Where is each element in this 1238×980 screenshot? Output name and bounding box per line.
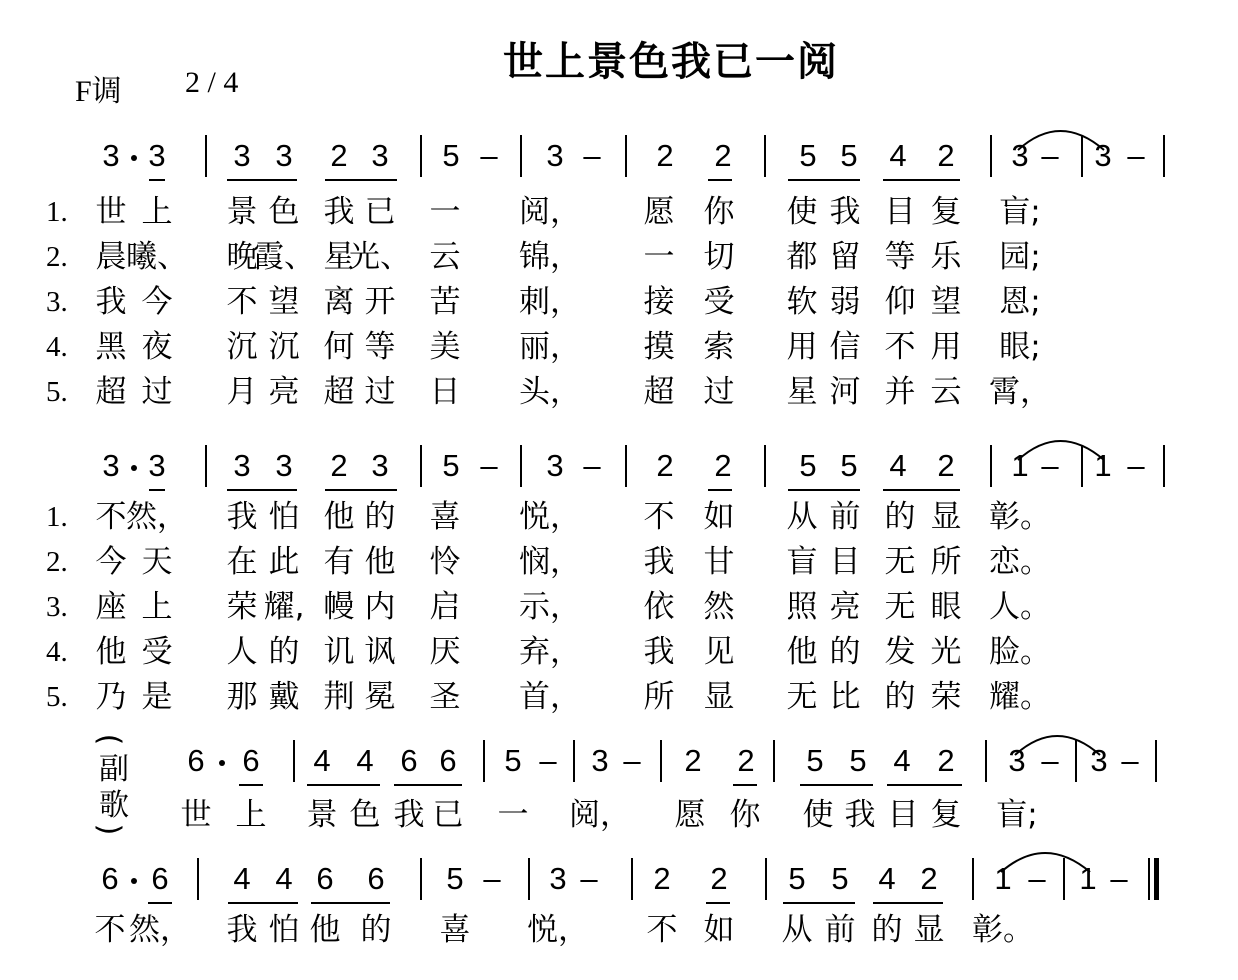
tie-arc (1018, 131, 1104, 150)
chorus-syllable: 色 (349, 797, 381, 833)
chorus-syllable: 怕 (268, 912, 300, 948)
lyric-syllable: 耀, (263, 589, 305, 625)
lyric-syllable: 目 (884, 194, 916, 230)
verse-number: 1. (46, 501, 68, 533)
lyric-syllable: 过 (141, 374, 173, 410)
note: 2 (737, 743, 755, 778)
verse-number: 5. (46, 376, 68, 408)
chorus-syllable: 盲; (996, 797, 1038, 833)
lyric-syllable: 眼; (999, 329, 1041, 365)
chorus-syllable: 从 (781, 912, 813, 948)
note: 3 (148, 448, 166, 483)
lyric-syllable: 所 (930, 544, 962, 580)
note: 6 (439, 743, 457, 778)
note: 2 (684, 743, 702, 778)
note: 3 (591, 743, 609, 778)
tie-arc (1018, 441, 1104, 460)
note: 5 (442, 448, 460, 483)
lyric-syllable: 在 (226, 544, 258, 580)
lyric-syllable: 显 (703, 679, 735, 715)
lyric-syllable: 的 (829, 634, 861, 670)
lyric-syllable: 光、 (349, 239, 411, 275)
note: 2 (937, 138, 955, 173)
hold-dash: – (539, 743, 557, 778)
note: 4 (275, 861, 293, 896)
lyric-syllable: 厌 (429, 634, 461, 670)
lyric-syllable: 受 (703, 284, 735, 320)
verse-number: 2. (46, 241, 68, 273)
lyric-syllable: 晚 (226, 239, 258, 275)
lyric-syllable: 示， (519, 589, 581, 625)
lyric-syllable: 是 (141, 679, 173, 715)
note: 5 (788, 861, 806, 896)
lyric-syllable: 弃， (519, 634, 581, 670)
hold-dash: – (623, 743, 641, 778)
lyric-syllable: 园; (999, 239, 1041, 275)
lyric-syllable: 不 (884, 329, 916, 365)
note: 2 (920, 861, 938, 896)
note: 1 (994, 861, 1012, 896)
lyric-syllable: 望 (930, 284, 962, 320)
lyric-syllable: 黑 (95, 329, 127, 365)
lyric-syllable: 阅， (519, 194, 581, 230)
lyric-syllable: 仰 (884, 284, 916, 320)
chorus-syllable: 一 (497, 797, 529, 833)
lyric-syllable: 荆 (323, 679, 355, 715)
lyric-syllable: 乐 (930, 239, 962, 275)
time-signature: 2 / 4 (185, 66, 239, 99)
lyric-syllable: 都 (786, 239, 818, 275)
note: 6 (367, 861, 385, 896)
note: 2 (937, 448, 955, 483)
lyric-syllable: 天 (141, 544, 173, 580)
note: 3 (102, 448, 120, 483)
lyric-syllable: 盲; (999, 194, 1041, 230)
lyric-syllable: 怕 (268, 499, 300, 535)
lyric-syllable: 何 (323, 329, 355, 365)
lyric-syllable: 霞、 (253, 239, 315, 275)
chorus-syllable: 悦， (527, 912, 589, 948)
lyric-syllable: 他 (786, 634, 818, 670)
hold-dash: – (1110, 861, 1128, 896)
lyric-syllable: 亮 (268, 374, 300, 410)
note: 2 (330, 448, 348, 483)
chorus-syllable: 然， (129, 912, 191, 948)
chorus-syllable: 的 (871, 912, 903, 948)
chorus-syllable: 世 (180, 797, 212, 833)
note: 4 (233, 861, 251, 896)
lyric-syllable: 用 (930, 329, 962, 365)
hold-dash: – (583, 138, 601, 173)
note: 3 (1090, 743, 1108, 778)
lyric-syllable: 首， (519, 679, 581, 715)
lyric-syllable: 星 (786, 374, 818, 410)
verse-number: 1. (46, 196, 68, 228)
lyric-syllable: 亮 (829, 589, 861, 625)
lyric-syllable: 他 (323, 499, 355, 535)
lyric-syllable: 启 (429, 589, 461, 625)
lyric-syllable: 见 (703, 634, 735, 670)
chorus-syllable: 显 (913, 912, 945, 948)
note: 2 (937, 743, 955, 778)
chorus-syllable: 复 (930, 797, 962, 833)
note: 3 (1094, 138, 1112, 173)
verse-number: 3. (46, 286, 68, 318)
lyric-syllable: 离 (323, 284, 355, 320)
lyric-syllable: 云 (930, 374, 962, 410)
lyric-syllable: 悦， (519, 499, 581, 535)
lyric-syllable: 月 (226, 374, 258, 410)
lyric-syllable: 内 (364, 589, 396, 625)
lyric-syllable: 我 (95, 284, 127, 320)
lyric-syllable: 过 (703, 374, 735, 410)
lyric-syllable: 已 (364, 194, 396, 230)
hold-dash: – (580, 861, 598, 896)
note: 5 (849, 743, 867, 778)
lyric-syllable: 的 (884, 679, 916, 715)
lyric-syllable: 那 (226, 679, 258, 715)
note: 2 (714, 448, 732, 483)
lyric-syllable: 比 (829, 679, 861, 715)
lyric-syllable: 丽， (519, 329, 581, 365)
lyric-syllable: 照 (786, 589, 818, 625)
lyric-syllable: 然 (703, 589, 735, 625)
lyric-syllable: 恩; (999, 284, 1041, 320)
lyric-syllable: 怜 (429, 544, 461, 580)
lyric-syllable: 夜 (141, 329, 173, 365)
hold-dash: – (1127, 448, 1145, 483)
lyric-syllable: 荣 (930, 679, 962, 715)
lyric-syllable: 过 (364, 374, 396, 410)
lyric-syllable: 彰。 (989, 499, 1051, 535)
note: 4 (893, 743, 911, 778)
lyric-syllable: 弱 (829, 284, 861, 320)
lyric-syllable: 耀。 (989, 679, 1051, 715)
note: 2 (653, 861, 671, 896)
hold-dash: – (483, 861, 501, 896)
hold-dash: – (1041, 448, 1059, 483)
lyric-syllable: 人 (226, 634, 258, 670)
lyric-syllable: 我 (226, 499, 258, 535)
lyric-syllable: 我 (323, 194, 355, 230)
lyric-syllable: 超 (323, 374, 355, 410)
hold-dash: – (480, 448, 498, 483)
song-title: 世上景色我已一阅 (503, 39, 839, 85)
lyric-syllable: 脸。 (989, 634, 1051, 670)
lyric-syllable: 接 (643, 284, 675, 320)
note: 2 (656, 448, 674, 483)
lyric-syllable: 沉 (268, 329, 300, 365)
note: 3 (549, 861, 567, 896)
lyric-syllable: 的 (268, 634, 300, 670)
note: 3 (148, 138, 166, 173)
chorus-syllable: 已 (432, 797, 464, 833)
lyric-syllable: 荣 (226, 589, 258, 625)
note: 5 (799, 448, 817, 483)
lyric-syllable: 云 (429, 239, 461, 275)
lyric-syllable: 他 (95, 634, 127, 670)
note: 4 (889, 138, 907, 173)
lyric-syllable: 戴 (268, 679, 300, 715)
hold-dash: – (480, 138, 498, 173)
note: 6 (400, 743, 418, 778)
note: 6 (242, 743, 260, 778)
lyric-syllable: 我 (829, 194, 861, 230)
lyric-syllable: 前 (829, 499, 861, 535)
lyric-syllable: 发 (884, 634, 916, 670)
lyric-syllable: 望 (268, 284, 300, 320)
chorus-label-ge: 歌 (99, 788, 129, 823)
lyric-syllable: 所 (643, 679, 675, 715)
chorus-syllable: 愿 (674, 797, 706, 833)
lyric-syllable: 锦， (519, 239, 581, 275)
hold-dash: – (1028, 861, 1046, 896)
chorus-syllable: 不 (646, 912, 678, 948)
lyric-syllable: 留 (829, 239, 861, 275)
lyric-syllable: 一 (429, 194, 461, 230)
lyric-syllable: 摸 (643, 329, 675, 365)
note: 5 (504, 743, 522, 778)
lyric-syllable: 不 (226, 284, 258, 320)
lyric-syllable: 河 (829, 374, 861, 410)
lyric-syllable: 受 (141, 634, 173, 670)
lyric-syllable: 目 (829, 544, 861, 580)
lyric-syllable: 圣 (429, 679, 461, 715)
lyric-syllable: 今 (141, 284, 173, 320)
lyric-syllable: 切 (703, 239, 735, 275)
lyric-syllable: 光 (930, 634, 962, 670)
lyric-syllable: 乃 (95, 679, 127, 715)
note: 2 (656, 138, 674, 173)
verse-number: 4. (46, 331, 68, 363)
lyric-syllable: 无 (884, 589, 916, 625)
lyric-syllable: 信 (829, 329, 861, 365)
chorus-syllable: 如 (703, 912, 735, 948)
note: 3 (233, 448, 251, 483)
lyric-syllable: 不 (95, 499, 127, 535)
lyric-syllable: 讥 (323, 634, 355, 670)
lyric-syllable: 不 (643, 499, 675, 535)
lyric-syllable: 今 (95, 544, 127, 580)
chorus-syllable: 目 (887, 797, 919, 833)
lyric-syllable: 此 (268, 544, 300, 580)
tie-arc (1001, 853, 1090, 872)
lyric-syllable: 然， (126, 499, 188, 535)
chorus-syllable: 上 (235, 797, 267, 833)
note: 4 (356, 743, 374, 778)
lyric-syllable: 甘 (703, 544, 735, 580)
lyric-syllable: 从 (786, 499, 818, 535)
lyric-syllable: 曦、 (126, 239, 188, 275)
lyric-syllable: 等 (884, 239, 916, 275)
lyric-syllable: 悯， (519, 544, 581, 580)
note: 3 (546, 138, 564, 173)
lyric-syllable: 上 (141, 194, 173, 230)
lyric-syllable: 冕 (364, 679, 396, 715)
hold-dash: – (1041, 743, 1059, 778)
note: 2 (330, 138, 348, 173)
lyric-syllable: 人。 (989, 589, 1051, 625)
lyric-syllable: 沉 (226, 329, 258, 365)
chorus-syllable: 他 (309, 912, 341, 948)
lyric-syllable: 喜 (429, 499, 461, 535)
note: 5 (831, 861, 849, 896)
lyric-syllable: 用 (786, 329, 818, 365)
lyric-syllable: 景 (226, 194, 258, 230)
note: 4 (889, 448, 907, 483)
lyric-syllable: 愿 (643, 194, 675, 230)
chorus-syllable: 的 (360, 912, 392, 948)
note: 3 (1011, 138, 1029, 173)
chorus-label-fu: 副 (99, 752, 129, 787)
chorus-syllable: 使 (802, 797, 834, 833)
chorus-syllable: 我 (844, 797, 876, 833)
lyric-syllable: 世 (95, 194, 127, 230)
lyric-syllable: 我 (643, 634, 675, 670)
note: 3 (546, 448, 564, 483)
lyric-syllable: 并 (884, 374, 916, 410)
lyric-syllable: 依 (643, 589, 675, 625)
lyric-syllable: 复 (930, 194, 962, 230)
lyric-syllable: 使 (786, 194, 818, 230)
chorus-syllable: 不 (94, 912, 126, 948)
hold-dash: – (583, 448, 601, 483)
lyric-syllable: 的 (884, 499, 916, 535)
lyric-syllable: 幔 (323, 589, 355, 625)
lyric-syllable: 上 (141, 589, 173, 625)
lyric-syllable: 眼 (930, 589, 962, 625)
lyric-syllable: 刺， (519, 284, 581, 320)
note: 5 (806, 743, 824, 778)
hold-dash: – (1041, 138, 1059, 173)
note: 4 (878, 861, 896, 896)
hold-dash: – (1121, 743, 1139, 778)
note: 5 (799, 138, 817, 173)
lyric-syllable: 开 (364, 284, 396, 320)
note: 3 (371, 448, 389, 483)
note: 3 (1008, 743, 1026, 778)
note: 5 (442, 138, 460, 173)
chorus-syllable: 前 (824, 912, 856, 948)
chorus-syllable: 喜 (439, 912, 471, 948)
lyric-syllable: 软 (786, 284, 818, 320)
note: 3 (275, 448, 293, 483)
note: 4 (313, 743, 331, 778)
note: 5 (840, 448, 858, 483)
note: 3 (275, 138, 293, 173)
note: 2 (710, 861, 728, 896)
lyric-syllable: 星 (323, 239, 355, 275)
note: 3 (371, 138, 389, 173)
lyric-syllable: 无 (884, 544, 916, 580)
lyric-syllable: 我 (643, 544, 675, 580)
lyric-syllable: 霄， (989, 374, 1051, 410)
lyric-syllable: 苦 (429, 284, 461, 320)
chorus-syllable: 你 (729, 797, 761, 833)
verse-number: 2. (46, 546, 68, 578)
tie-arc (1015, 736, 1100, 755)
chorus-syllable: 景 (306, 797, 338, 833)
lyric-syllable: 你 (703, 194, 735, 230)
hold-dash: – (1127, 138, 1145, 173)
lyric-syllable: 等 (364, 329, 396, 365)
key-signature: F调 (75, 75, 122, 108)
lyric-syllable: 无 (786, 679, 818, 715)
note: 6 (316, 861, 334, 896)
lyric-syllable: 日 (429, 374, 461, 410)
chorus-syllable: 我 (226, 912, 258, 948)
chorus-syllable: 我 (393, 797, 425, 833)
lyric-syllable: 美 (429, 329, 461, 365)
note: 1 (1011, 448, 1029, 483)
note: 3 (233, 138, 251, 173)
lyric-syllable: 有 (323, 544, 355, 580)
note: 6 (187, 743, 205, 778)
lyric-syllable: 超 (643, 374, 675, 410)
lyric-syllable: 索 (703, 329, 735, 365)
lyric-syllable: 座 (95, 589, 127, 625)
lyric-syllable: 恋。 (989, 544, 1051, 580)
chorus-paren-close: ) (91, 823, 127, 836)
note: 5 (446, 861, 464, 896)
chorus-syllable: 彰。 (972, 912, 1034, 948)
chorus-syllable: 阅， (569, 797, 631, 833)
lyric-syllable: 晨 (95, 239, 127, 275)
lyric-syllable: 的 (364, 499, 396, 535)
note: 6 (101, 861, 119, 896)
lyric-syllable: 头， (519, 374, 581, 410)
lyric-syllable: 超 (95, 374, 127, 410)
lyric-syllable: 他 (364, 544, 396, 580)
verse-number: 4. (46, 636, 68, 668)
lyric-syllable: 如 (703, 499, 735, 535)
note: 1 (1079, 861, 1097, 896)
lyric-syllable: 显 (930, 499, 962, 535)
note: 3 (102, 138, 120, 173)
note: 5 (840, 138, 858, 173)
verse-number: 3. (46, 591, 68, 623)
lyric-syllable: 一 (643, 239, 675, 275)
note: 2 (714, 138, 732, 173)
lyric-syllable: 讽 (364, 634, 396, 670)
lyric-syllable: 盲 (786, 544, 818, 580)
note: 1 (1094, 448, 1112, 483)
verse-number: 5. (46, 681, 68, 713)
chorus-paren-open: ( (91, 733, 127, 746)
note: 6 (151, 861, 169, 896)
lyric-syllable: 色 (268, 194, 300, 230)
